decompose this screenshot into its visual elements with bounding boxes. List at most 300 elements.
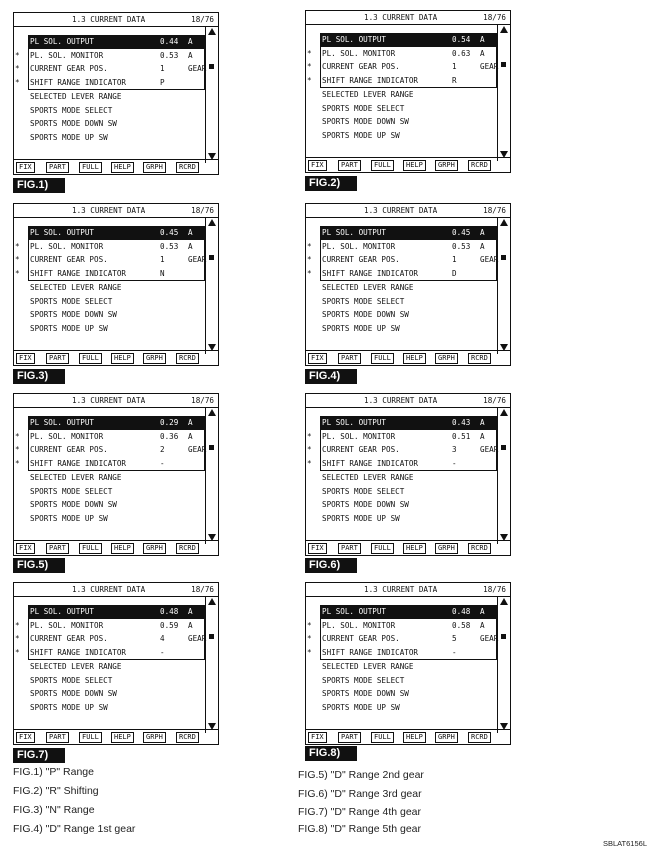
caption: FIG.7) "D" Range 4th gear (298, 806, 422, 818)
data-row[interactable] (307, 619, 497, 633)
item-unit: A (480, 607, 485, 616)
data-row[interactable] (15, 240, 205, 254)
item-name: SPORTS MODE UP SW (322, 513, 400, 523)
data-row[interactable] (307, 60, 499, 74)
scan-tool-screen (13, 12, 219, 175)
function-key-grph[interactable]: GRPH (143, 162, 166, 173)
item-unit: A (480, 241, 485, 251)
item-unit: A (188, 607, 193, 616)
function-key-help[interactable]: HELP (403, 160, 426, 171)
data-row[interactable] (28, 485, 205, 499)
screen-header (14, 583, 218, 597)
function-key-full[interactable]: FULL (371, 160, 394, 171)
data-row[interactable] (15, 35, 205, 49)
function-key-fix[interactable]: FIX (308, 732, 327, 743)
item-name: PL. SOL. MONITOR (322, 620, 396, 630)
function-key-help[interactable]: HELP (111, 732, 134, 743)
data-row[interactable] (320, 280, 497, 295)
caption: FIG.1) "P" Range (13, 766, 94, 778)
item-unit: A (188, 418, 193, 427)
screen-title: 1.3 CURRENT DATA (364, 396, 438, 405)
data-row[interactable] (15, 267, 205, 281)
data-row[interactable] (320, 687, 497, 701)
data-row[interactable] (28, 131, 205, 145)
item-value: 0.45 (452, 228, 471, 237)
selected-marker: * (307, 255, 312, 264)
data-row[interactable] (15, 62, 207, 76)
data-row[interactable] (320, 470, 497, 485)
item-name: SPORTS MODE DOWN SW (30, 689, 117, 698)
item-unit: GEAR (188, 634, 207, 643)
function-key-part[interactable]: PART (338, 353, 361, 364)
scroll-up-arrow-icon[interactable] (500, 26, 508, 33)
function-key-bar (306, 157, 510, 172)
item-name: SPORTS MODE DOWN SW (30, 500, 117, 509)
selected-marker: * (307, 634, 312, 643)
screen-title: 1.3 CURRENT DATA (72, 585, 146, 594)
function-key-fix[interactable]: FIX (308, 160, 327, 171)
scan-tool-screen (13, 582, 219, 745)
figure-label: FIG.4) (305, 369, 357, 384)
item-value: - (452, 647, 457, 657)
function-key-rcrd[interactable]: RCRD (176, 732, 199, 743)
screen-header (14, 394, 218, 408)
data-row[interactable] (28, 104, 205, 118)
scroll-thumb[interactable] (209, 64, 214, 69)
data-row[interactable] (307, 416, 497, 430)
page-indicator: 18/76 (483, 206, 506, 215)
scroll-up-arrow-icon[interactable] (208, 219, 216, 226)
item-name: SPORTS MODE UP SW (322, 130, 400, 140)
item-value: P (160, 77, 165, 87)
selected-marker: * (307, 75, 312, 85)
data-list (15, 605, 207, 714)
selected-marker: * (307, 241, 312, 251)
figure-label: FIG.2) (305, 176, 357, 191)
item-name: CURRENT GEAR POS. (30, 255, 108, 264)
data-row[interactable] (307, 226, 497, 240)
item-name: PL. SOL. MONITOR (322, 431, 396, 441)
data-row[interactable] (28, 89, 205, 104)
item-unit: A (480, 48, 485, 58)
data-row[interactable] (320, 295, 497, 309)
data-row[interactable] (307, 430, 497, 444)
item-name: SELECTED LEVER RANGE (30, 283, 122, 292)
caption: FIG.2) "R" Shifting (13, 785, 99, 797)
scan-tool-screen (305, 203, 511, 366)
data-row[interactable] (320, 102, 497, 116)
data-row[interactable] (28, 295, 205, 309)
function-key-grph[interactable]: GRPH (435, 732, 458, 743)
data-row[interactable] (320, 485, 497, 499)
item-value: 0.48 (160, 607, 179, 616)
scan-tool-screen (13, 203, 219, 366)
item-name: PL SOL. OUTPUT (322, 35, 387, 44)
data-row[interactable] (307, 443, 499, 457)
function-key-full[interactable]: FULL (79, 732, 102, 743)
function-key-fix[interactable]: FIX (16, 543, 35, 554)
item-value: 0.59 (160, 620, 179, 630)
data-row[interactable] (15, 416, 205, 430)
item-unit: A (188, 431, 193, 441)
function-key-grph[interactable]: GRPH (143, 543, 166, 554)
function-key-grph[interactable]: GRPH (435, 543, 458, 554)
item-value: 1 (452, 62, 457, 71)
item-name: SPORTS MODE DOWN SW (322, 689, 409, 698)
screen-title: 1.3 CURRENT DATA (72, 206, 146, 215)
item-name: SHIFT RANGE INDICATOR (30, 458, 127, 468)
scroll-up-arrow-icon[interactable] (208, 409, 216, 416)
data-row[interactable] (28, 117, 205, 131)
item-value: 1 (160, 64, 165, 73)
item-unit: GEAR (480, 255, 499, 264)
function-key-part[interactable]: PART (338, 160, 361, 171)
item-name: SHIFT RANGE INDICATOR (322, 75, 419, 85)
data-row[interactable] (15, 430, 205, 444)
item-value: 0.53 (160, 241, 179, 251)
selected-marker: * (307, 228, 312, 237)
function-key-bar (306, 729, 510, 744)
item-name: SPORTS MODE UP SW (30, 513, 108, 523)
data-list (15, 416, 207, 525)
function-key-full[interactable]: FULL (371, 353, 394, 364)
caption: FIG.5) "D" Range 2nd gear (298, 769, 424, 781)
item-name: SELECTED LEVER RANGE (322, 473, 414, 482)
data-row[interactable] (28, 659, 205, 674)
page-indicator: 18/76 (191, 15, 214, 24)
scroll-thumb[interactable] (209, 634, 214, 639)
item-name: SPORTS MODE UP SW (322, 323, 400, 333)
item-value: 0.54 (452, 35, 471, 44)
data-row[interactable] (320, 659, 497, 674)
function-key-part[interactable]: PART (338, 543, 361, 554)
data-row[interactable] (15, 253, 207, 267)
screen-header (14, 13, 218, 27)
selected-marker: * (307, 268, 312, 278)
function-key-fix[interactable]: FIX (308, 543, 327, 554)
data-row[interactable] (28, 470, 205, 485)
item-value: 0.53 (452, 241, 471, 251)
data-row[interactable] (28, 280, 205, 295)
scroll-up-arrow-icon[interactable] (500, 598, 508, 605)
scroll-up-arrow-icon[interactable] (500, 219, 508, 226)
figure-label: FIG.1) (13, 178, 65, 193)
item-unit: GEAR (480, 62, 499, 71)
item-name: SHIFT RANGE INDICATOR (322, 268, 419, 278)
screen-header (14, 204, 218, 218)
item-value: 0.43 (452, 418, 471, 427)
item-value: 3 (452, 445, 457, 454)
data-row[interactable] (15, 76, 205, 90)
scroll-thumb[interactable] (501, 634, 506, 639)
function-key-help[interactable]: HELP (111, 353, 134, 364)
caption: FIG.8) "D" Range 5th gear (298, 823, 422, 835)
item-name: PL SOL. OUTPUT (322, 228, 387, 237)
data-row[interactable] (307, 240, 497, 254)
item-name: SHIFT RANGE INDICATOR (322, 647, 419, 657)
item-name: SPORTS MODE SELECT (30, 105, 113, 115)
item-name: CURRENT GEAR POS. (30, 634, 108, 643)
item-name: SHIFT RANGE INDICATOR (322, 458, 419, 468)
data-row[interactable] (307, 267, 497, 281)
data-row[interactable] (307, 253, 499, 267)
data-row[interactable] (28, 674, 205, 688)
item-value: N (160, 268, 165, 278)
data-row[interactable] (28, 701, 205, 715)
scan-tool-screen (305, 582, 511, 745)
item-name: CURRENT GEAR POS. (30, 445, 108, 454)
function-key-bar (306, 350, 510, 365)
item-unit: GEAR (188, 255, 207, 264)
data-row[interactable] (307, 646, 497, 660)
data-row[interactable] (15, 443, 207, 457)
data-row[interactable] (28, 308, 205, 322)
scrollbar[interactable] (205, 26, 218, 163)
scroll-thumb[interactable] (501, 255, 506, 260)
selected-marker: * (307, 418, 312, 427)
item-name: SPORTS MODE DOWN SW (322, 117, 409, 126)
data-row[interactable] (15, 619, 205, 633)
scroll-up-arrow-icon[interactable] (208, 598, 216, 605)
data-row[interactable] (320, 512, 497, 526)
function-key-full[interactable]: FULL (79, 353, 102, 364)
figure-label: FIG.6) (305, 558, 357, 573)
selected-marker: * (15, 268, 20, 278)
selected-marker: * (15, 634, 20, 643)
screen-title: 1.3 CURRENT DATA (364, 13, 438, 22)
screen-title: 1.3 CURRENT DATA (364, 585, 438, 594)
item-name: SPORTS MODE DOWN SW (322, 310, 409, 319)
item-name: PL. SOL. MONITOR (322, 48, 396, 58)
item-name: SPORTS MODE SELECT (322, 103, 405, 113)
item-name: PL SOL. OUTPUT (322, 607, 387, 616)
item-name: SHIFT RANGE INDICATOR (30, 77, 127, 87)
data-row[interactable] (320, 129, 497, 143)
caption: FIG.3) "N" Range (13, 804, 95, 816)
data-row[interactable] (28, 687, 205, 701)
selected-marker: * (307, 620, 312, 630)
function-key-help[interactable]: HELP (111, 162, 134, 173)
selected-marker: * (307, 458, 312, 468)
function-key-rcrd[interactable]: RCRD (176, 543, 199, 554)
item-name: CURRENT GEAR POS. (322, 62, 400, 71)
caption: FIG.6) "D" Range 3rd gear (298, 788, 422, 800)
selected-marker: * (307, 607, 312, 616)
selected-marker: * (15, 77, 20, 87)
item-value: 1 (160, 255, 165, 264)
item-value: R (452, 75, 457, 85)
function-key-fix[interactable]: FIX (16, 353, 35, 364)
data-row[interactable] (28, 498, 205, 512)
function-key-fix[interactable]: FIX (308, 353, 327, 364)
function-key-fix[interactable]: FIX (16, 732, 35, 743)
function-key-rcrd[interactable]: RCRD (468, 732, 491, 743)
data-row[interactable] (320, 674, 497, 688)
item-value: 0.48 (452, 607, 471, 616)
function-key-rcrd[interactable]: RCRD (468, 353, 491, 364)
item-value: 0.58 (452, 620, 471, 630)
selected-marker: * (15, 647, 20, 657)
function-key-rcrd[interactable]: RCRD (176, 353, 199, 364)
item-name: CURRENT GEAR POS. (322, 445, 400, 454)
item-value: 0.51 (452, 431, 471, 441)
item-name: SELECTED LEVER RANGE (322, 283, 414, 292)
function-key-help[interactable]: HELP (111, 543, 134, 554)
scroll-thumb[interactable] (501, 62, 506, 67)
selected-marker: * (15, 607, 20, 616)
function-key-fix[interactable]: FIX (16, 162, 35, 173)
item-unit: GEAR (188, 64, 207, 73)
page-indicator: 18/76 (483, 585, 506, 594)
function-key-help[interactable]: HELP (403, 732, 426, 743)
data-row[interactable] (15, 49, 205, 63)
data-row[interactable] (28, 322, 205, 336)
scroll-up-arrow-icon[interactable] (208, 28, 216, 35)
item-value: 0.53 (160, 50, 179, 60)
data-row[interactable] (307, 47, 497, 61)
data-row[interactable] (15, 605, 205, 619)
item-value: 0.45 (160, 228, 179, 237)
selected-marker: * (15, 418, 20, 427)
item-value: 0.63 (452, 48, 471, 58)
data-row[interactable] (307, 33, 497, 47)
function-key-part[interactable]: PART (46, 353, 69, 364)
function-key-part[interactable]: PART (338, 732, 361, 743)
screen-header (306, 583, 510, 597)
scan-tool-screen (305, 10, 511, 173)
item-name: SPORTS MODE UP SW (30, 323, 108, 333)
function-key-help[interactable]: HELP (403, 353, 426, 364)
item-value: 4 (160, 634, 165, 643)
item-unit: A (480, 418, 485, 427)
selected-marker: * (15, 64, 20, 73)
item-name: PL. SOL. MONITOR (30, 50, 104, 60)
scroll-thumb[interactable] (501, 445, 506, 450)
function-key-full[interactable]: FULL (79, 543, 102, 554)
function-key-part[interactable]: PART (46, 543, 69, 554)
item-name: PL SOL. OUTPUT (30, 418, 95, 427)
function-key-rcrd[interactable]: RCRD (468, 543, 491, 554)
data-list (307, 416, 499, 525)
data-row[interactable] (320, 87, 497, 102)
figure-label: FIG.7) (13, 748, 65, 763)
scrollbar[interactable] (205, 596, 218, 733)
page-indicator: 18/76 (191, 206, 214, 215)
function-key-rcrd[interactable]: RCRD (468, 160, 491, 171)
data-row[interactable] (320, 308, 497, 322)
item-unit: A (480, 35, 485, 44)
screen-header (306, 204, 510, 218)
item-name: SPORTS MODE SELECT (30, 486, 113, 496)
item-value: 2 (160, 445, 165, 454)
selected-marker: * (307, 62, 312, 71)
data-row[interactable] (15, 646, 205, 660)
item-unit: A (188, 228, 193, 237)
function-key-grph[interactable]: GRPH (143, 732, 166, 743)
page-indicator: 18/76 (191, 585, 214, 594)
function-key-grph[interactable]: GRPH (435, 353, 458, 364)
function-key-grph[interactable]: GRPH (143, 353, 166, 364)
item-name: PL. SOL. MONITOR (30, 241, 104, 251)
item-name: SPORTS MODE SELECT (322, 486, 405, 496)
item-name: SELECTED LEVER RANGE (30, 662, 122, 671)
data-row[interactable] (307, 457, 497, 471)
item-unit: A (480, 620, 485, 630)
function-key-full[interactable]: FULL (79, 162, 102, 173)
data-row[interactable] (320, 322, 497, 336)
item-value: - (160, 458, 165, 468)
function-key-full[interactable]: FULL (371, 732, 394, 743)
scrollbar[interactable] (497, 217, 510, 354)
data-row[interactable] (320, 115, 497, 129)
function-key-grph[interactable]: GRPH (435, 160, 458, 171)
selected-marker: * (15, 37, 20, 46)
screen-header (306, 394, 510, 408)
figure-label: FIG.3) (13, 369, 65, 384)
item-name: PL. SOL. MONITOR (30, 620, 104, 630)
data-row[interactable] (320, 498, 497, 512)
selected-marker: * (15, 620, 20, 630)
data-row[interactable] (320, 701, 497, 715)
item-unit: A (480, 431, 485, 441)
data-row[interactable] (307, 74, 497, 88)
function-key-part[interactable]: PART (46, 162, 69, 173)
data-row[interactable] (15, 632, 207, 646)
item-name: PL SOL. OUTPUT (30, 607, 95, 616)
item-unit: GEAR (480, 445, 499, 454)
function-key-bar (14, 350, 218, 365)
item-name: SELECTED LEVER RANGE (30, 473, 122, 482)
data-row[interactable] (15, 226, 205, 240)
scrollbar[interactable] (497, 596, 510, 733)
scrollbar[interactable] (205, 407, 218, 544)
function-key-rcrd[interactable]: RCRD (176, 162, 199, 173)
item-value: 0.29 (160, 418, 179, 427)
scroll-up-arrow-icon[interactable] (500, 409, 508, 416)
item-value: 1 (452, 255, 457, 264)
data-row[interactable] (307, 632, 499, 646)
scroll-thumb[interactable] (209, 445, 214, 450)
page-indicator: 18/76 (483, 13, 506, 22)
scrollbar[interactable] (205, 217, 218, 354)
item-name: SELECTED LEVER RANGE (322, 662, 414, 671)
scrollbar[interactable] (497, 24, 510, 161)
item-value: 0.44 (160, 37, 179, 46)
item-name: PL. SOL. MONITOR (322, 241, 396, 251)
scrollbar[interactable] (497, 407, 510, 544)
data-list (15, 35, 207, 144)
function-key-help[interactable]: HELP (403, 543, 426, 554)
function-key-part[interactable]: PART (46, 732, 69, 743)
data-row[interactable] (28, 512, 205, 526)
screen-header (306, 11, 510, 25)
selected-marker: * (15, 458, 20, 468)
item-unit: A (480, 228, 485, 237)
item-name: SPORTS MODE UP SW (30, 702, 108, 712)
item-name: SPORTS MODE UP SW (322, 702, 400, 712)
function-key-full[interactable]: FULL (371, 543, 394, 554)
item-name: PL SOL. OUTPUT (30, 228, 95, 237)
item-value: 0.36 (160, 431, 179, 441)
item-name: SPORTS MODE UP SW (30, 132, 108, 142)
item-name: SHIFT RANGE INDICATOR (30, 268, 127, 278)
data-row[interactable] (307, 605, 497, 619)
data-row[interactable] (15, 457, 205, 471)
item-name: CURRENT GEAR POS. (30, 64, 108, 73)
item-value: D (452, 268, 457, 278)
scan-tool-screen (13, 393, 219, 556)
scroll-thumb[interactable] (209, 255, 214, 260)
